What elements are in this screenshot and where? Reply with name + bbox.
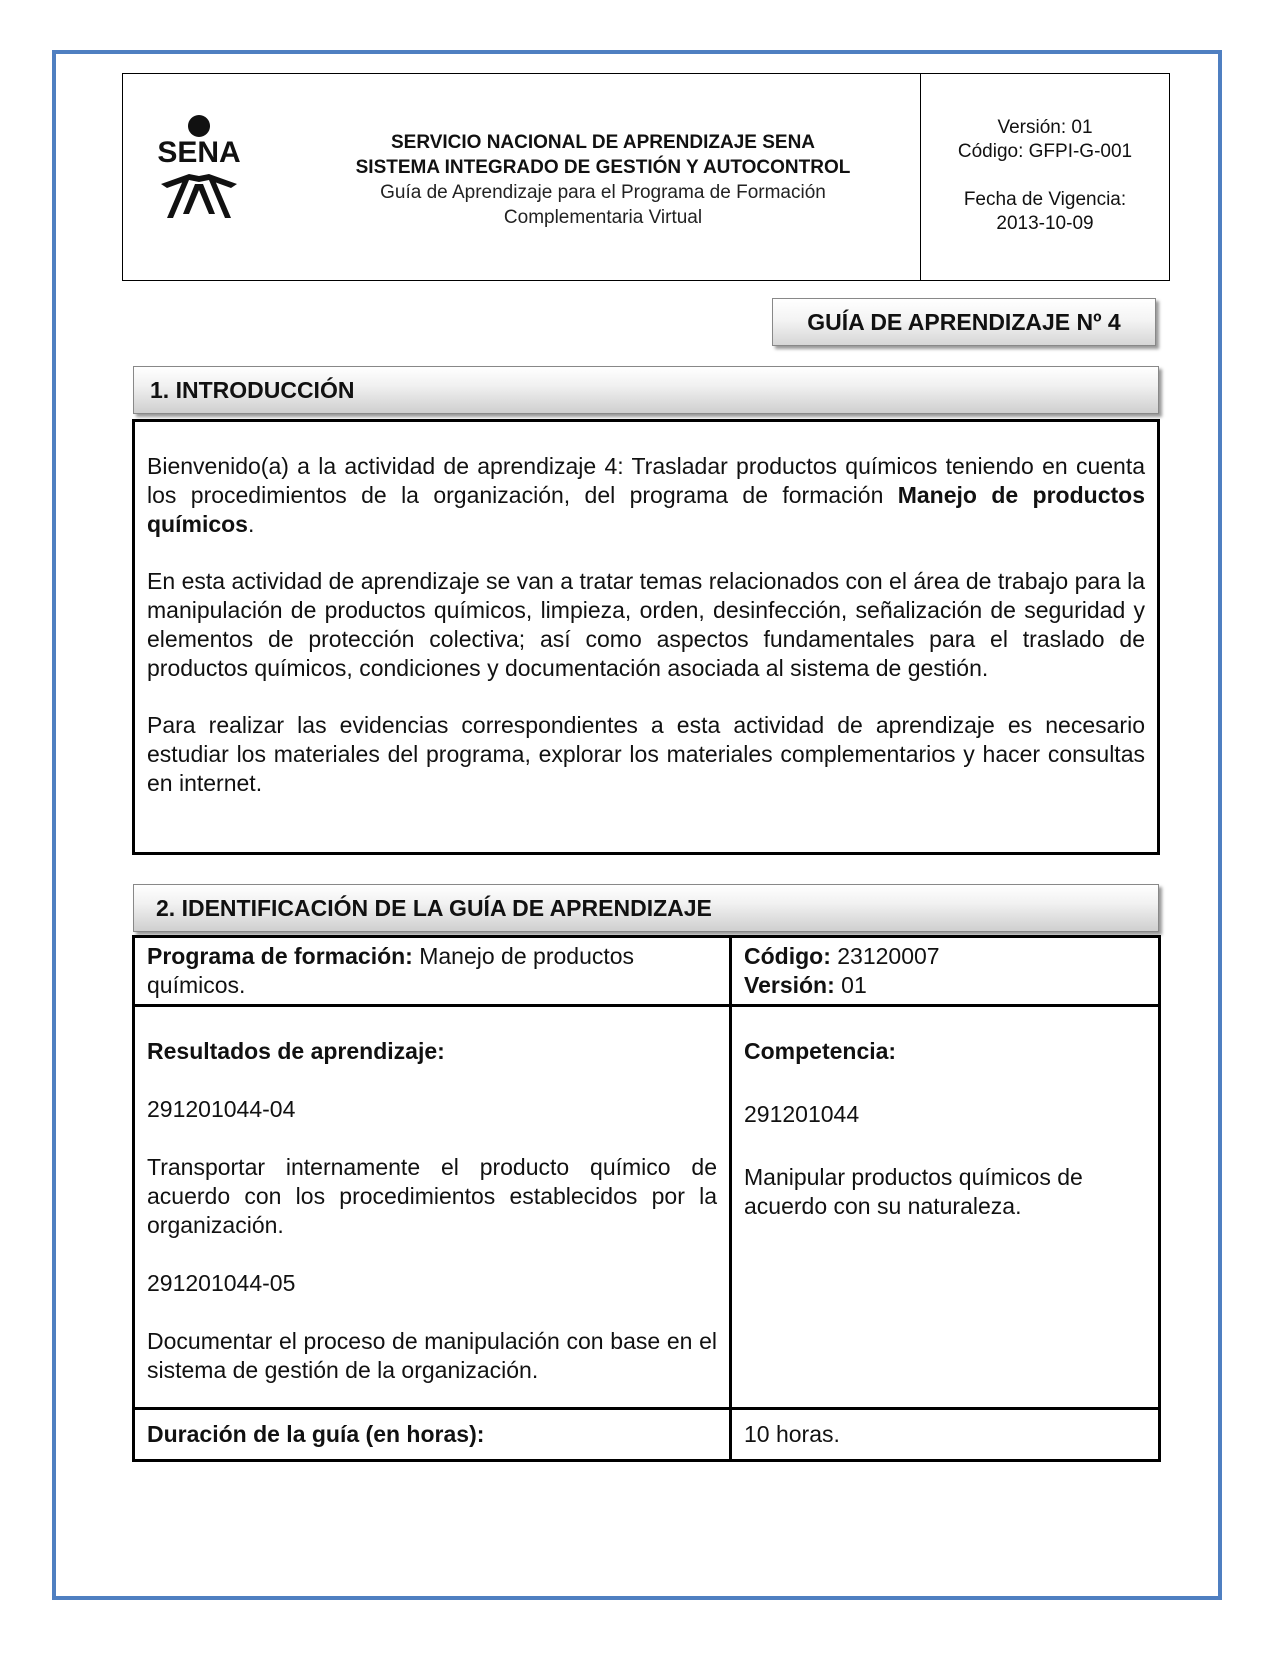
code-version-cell [731,937,1160,1006]
program-value: Manejo de productos químicos. [147,943,635,998]
document-header [122,73,1170,281]
results-cell [134,1006,731,1409]
competence-code: 291201044 [744,1101,860,1127]
section-identification-heading: 2. IDENTIFICACIÓN DE LA GUÍA DE APRENDIZAJE [133,884,1159,932]
header-meta-cell [921,74,1169,280]
code-label: Código: [744,943,831,969]
guide-type-line2: Complementaria Virtual [503,207,703,228]
table-row [134,1006,1160,1409]
header-main-cell [123,74,921,280]
version-value: 01 [841,972,867,998]
duration-value: 10 horas. [731,1409,1160,1461]
version-label: Versión: [744,972,835,998]
competence-text: Manipular productos químicos de acuerdo con su naturaleza. [744,1164,1083,1219]
intro-paragraph-1: Bienvenido(a) a la actividad de aprendizaje 4: Trasladar productos químicos teniendo en cuenta los procedimientos de la organización, del programa de formación Manejo de productos químicos. [147,453,1145,537]
program-label: Programa de formación: [147,943,413,969]
validity-label: Fecha de Vigencia: [963,189,1127,210]
svg-text:SENA: SENA [157,136,241,169]
section-introduction-heading: 1. INTRODUCCIÓN [133,366,1159,414]
org-name: SERVICIO NACIONAL DE APRENDIZAJE SENA [390,132,816,153]
system-name: SISTEMA INTEGRADO DE GESTIÓN Y AUTOCONTROL [355,157,851,178]
program-cell [134,937,731,1006]
table-row [134,937,1160,1006]
code-value: 23120007 [837,943,940,969]
intro-paragraph-3: Para realizar las evidencias correspondientes a esta actividad de aprendizaje es necesario estudiar los materiales del programa, explorar los materiales complementarios y hacer consultas en internet. [147,712,1145,796]
guide-type-line1: Guía de Aprendizaje para el Programa de Formación [380,182,826,203]
duration-label: Duración de la guía (en horas): [134,1409,731,1461]
table-row [134,1409,1160,1461]
code-text: Código: GFPI-G-001 [957,141,1133,162]
result-1-text: Transportar internamente el producto químico de acuerdo con los procedimientos establecidos por la organización. [147,1154,717,1238]
intro-paragraph-2: En esta actividad de aprendizaje se van a tratar temas relacionados con el área de trabajo para la manipulación de productos químicos, limpieza, orden, desinfección, señalización de seguridad y elementos de protección colectiva; así como aspectos fundamentales para el traslado de productos químicos, condiciones y documentación asociada al sistema de gestión. [147,568,1145,681]
results-label: Resultados de aprendizaje: [147,1038,445,1064]
result-2-text: Documentar el proceso de manipulación con base en el sistema de gestión de la organización. [147,1328,717,1383]
guide-number-label: GUÍA DE APRENDIZAJE Nº 4 [772,298,1156,346]
result-2-code: 291201044-05 [147,1270,296,1296]
identification-table [132,935,1161,1462]
header-title-block [303,130,903,230]
validity-date: 2013-10-09 [996,213,1094,234]
competence-cell [731,1006,1160,1409]
introduction-box [132,419,1160,855]
result-1-code: 291201044-04 [147,1096,296,1122]
competence-label: Competencia: [744,1038,897,1064]
version-text: Versión: 01 [997,117,1093,138]
sena-logo [139,114,259,224]
